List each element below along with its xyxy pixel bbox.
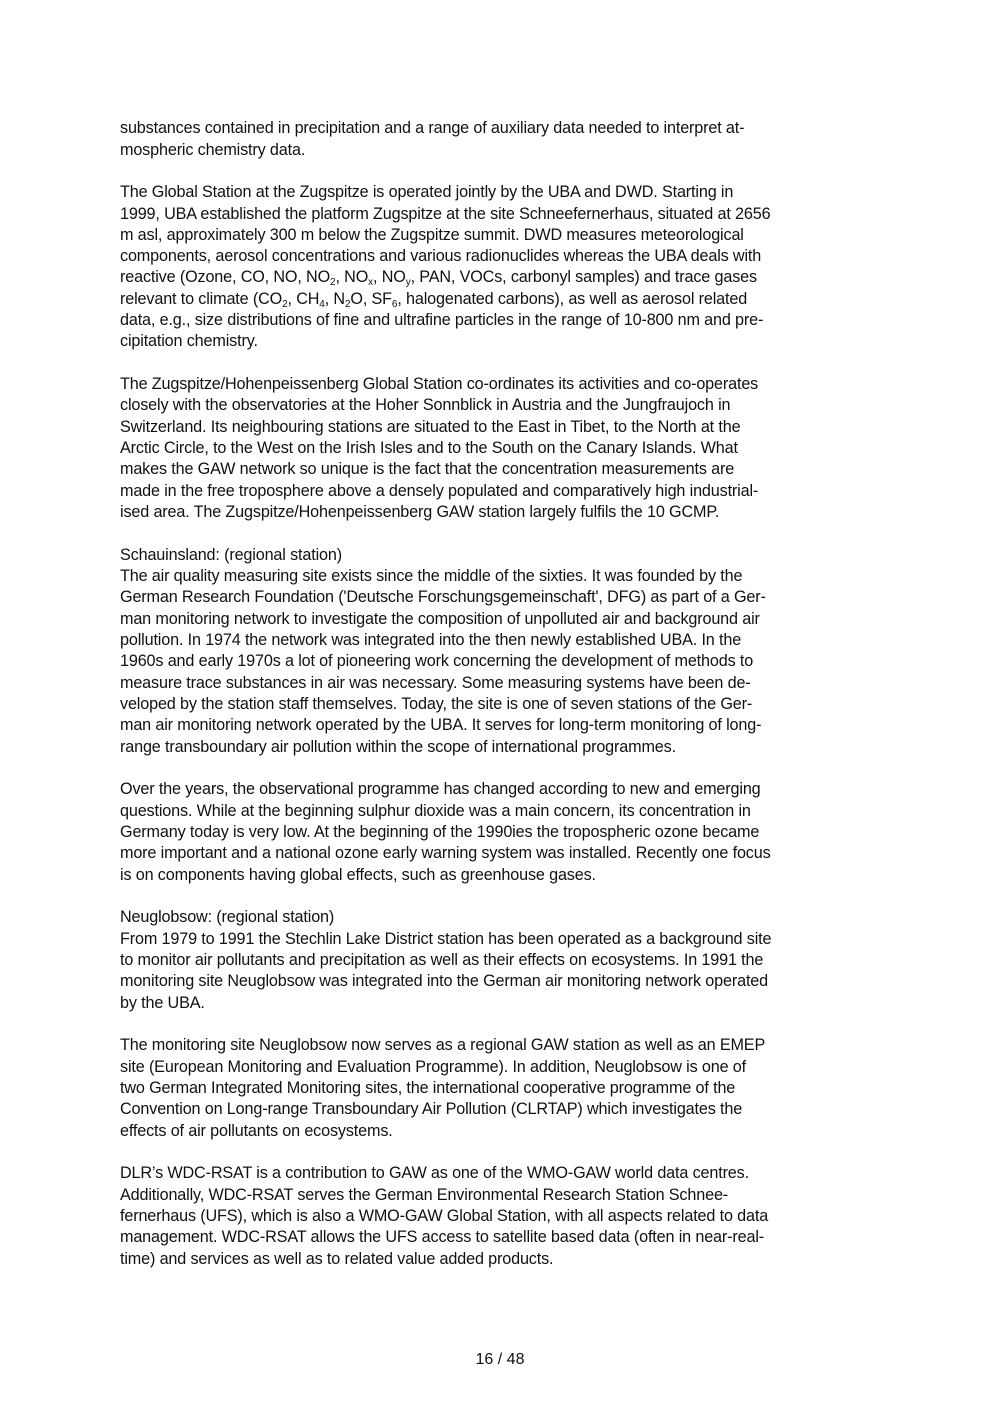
text-line: closely with the observatories at the Hoher Sonnblick in Austria and the Jungfraujoch in: [120, 396, 731, 414]
text-line: Switzerland. Its neighbouring stations are situated to the East in Tibet, to the North at the: [120, 418, 741, 436]
text-line: Over the years, the observational programme has changed according to new and emerging: [120, 780, 761, 798]
text-line: The Zugspitze/Hohenpeissenberg Global Station co-ordinates its activities and co-operates: [120, 375, 759, 393]
text-line: mospheric chemistry data.: [120, 141, 306, 159]
text-line: Arctic Circle, to the West on the Irish Isles and to the South on the Canary Islands. What: [120, 439, 738, 457]
text-line: to monitor air pollutants and precipitation as well as their effects on ecosystems. In 1991 the: [120, 951, 764, 969]
text-line: man air monitoring network operated by the UBA. It serves for long-term monitoring of long-: [120, 716, 762, 734]
text-line: more important and a national ozone early warning system was installed. Recently one focus: [120, 844, 771, 862]
text-line: 1999, UBA established the platform Zugspitze at the site Schneefernerhaus, situated at 2656: [120, 205, 771, 223]
text-line: components, aerosol concentrations and various radionuclides whereas the UBA deals with: [120, 247, 762, 265]
text-line: by the UBA.: [120, 994, 205, 1012]
text-line: fernerhaus (UFS), which is also a WMO-GAW Global Station, with all aspects related to data: [120, 1207, 769, 1225]
text-line: m asl, approximately 300 m below the Zugspitze summit. DWD measures meteorological: [120, 226, 744, 244]
text-line: Additionally, WDC-RSAT serves the German Environmental Research Station Schnee-: [120, 1186, 729, 1204]
text-line: ised area. The Zugspitze/Hohenpeissenberg GAW station largely fulfils the 10 GCMP.: [120, 503, 720, 521]
text-line: 1960s and early 1970s a lot of pioneering work concerning the development of methods to: [120, 652, 754, 670]
text-line: site (European Monitoring and Evaluation Programme). In addition, Neuglobsow is one of: [120, 1058, 746, 1076]
text-line: cipitation chemistry.: [120, 332, 258, 350]
text-line: The monitoring site Neuglobsow now serves as a regional GAW station as well as an EMEP: [120, 1036, 766, 1054]
text-line: is on components having global effects, such as greenhouse gases.: [120, 866, 596, 884]
text-line: German Research Foundation ('Deutsche Forschungsgemeinschaft', DFG) as part of a Ger-: [120, 588, 766, 606]
page-number: 16 / 48: [475, 1351, 525, 1368]
text-line: makes the GAW network so unique is the fact that the concentration measurements are: [120, 460, 735, 478]
text-line: made in the free troposphere above a densely populated and comparatively high industrial-: [120, 482, 759, 500]
text-line: The Global Station at the Zugspitze is operated jointly by the UBA and DWD. Starting in: [120, 183, 734, 201]
text-line: veloped by the station staff themselves. Today, the site is one of seven stations of the Ger-: [120, 695, 753, 713]
text-line: pollution. In 1974 the network was integrated into the then newly established UBA. In the: [120, 631, 742, 649]
text-line: data, e.g., size distributions of fine and ultrafine particles in the range of 10-800 nm and pre-: [120, 311, 764, 329]
text-line: time) and services as well as to related value added products.: [120, 1250, 554, 1268]
section-heading-schauinsland: Schauinsland: (regional station): [120, 546, 342, 564]
text-line-subscripts: reactive (Ozone, CO, NO, $NO_2$, $NO_x$, $NO_y$, PAN, VOCs, carbonyl samples) and trace gases: [120, 268, 757, 288]
text-line: From 1979 to 1991 the Stechlin Lake District station has been operated as a background site: [120, 930, 772, 948]
text-line: measure trace substances in air was necessary. Some measuring systems have been de-: [120, 674, 751, 692]
text-line: Germany today is very low. At the beginning of the 1990ies the tropospheric ozone became: [120, 823, 760, 841]
text-line: range transboundary air pollution within the scope of international programmes.: [120, 738, 676, 756]
section-heading-neuglobsow: Neuglobsow: (regional station): [120, 908, 335, 926]
text-line: man monitoring network to investigate the composition of unpolluted air and background air: [120, 610, 760, 628]
text-line: effects of air pollutants on ecosystems.: [120, 1122, 393, 1140]
text-line: Convention on Long-range Transboundary Air Pollution (CLRTAP) which investigates the: [120, 1100, 743, 1118]
text-line: substances contained in precipitation and a range of auxiliary data needed to interpret at-: [120, 119, 745, 137]
text-line: questions. While at the beginning sulphur dioxide was a main concern, its concentration in: [120, 802, 751, 820]
text-line-subscripts: relevant to climate ($CO_2$, $CH_4$, $N_2O$, $SF_6$, halogenated carbons), as well as aerosol related: [120, 290, 748, 310]
text-line: The air quality measuring site exists since the middle of the sixties. It was founded by the: [120, 567, 743, 585]
text-line: management. WDC-RSAT allows the UFS access to satellite based data (often in near-real-: [120, 1228, 765, 1246]
text-line: two German Integrated Monitoring sites, the international cooperative programme of the: [120, 1079, 736, 1097]
text-line: monitoring site Neuglobsow was integrated into the German air monitoring network operated: [120, 972, 768, 990]
text-line: DLR’s WDC-RSAT is a contribution to GAW as one of the WMO-GAW world data centres.: [120, 1164, 749, 1182]
